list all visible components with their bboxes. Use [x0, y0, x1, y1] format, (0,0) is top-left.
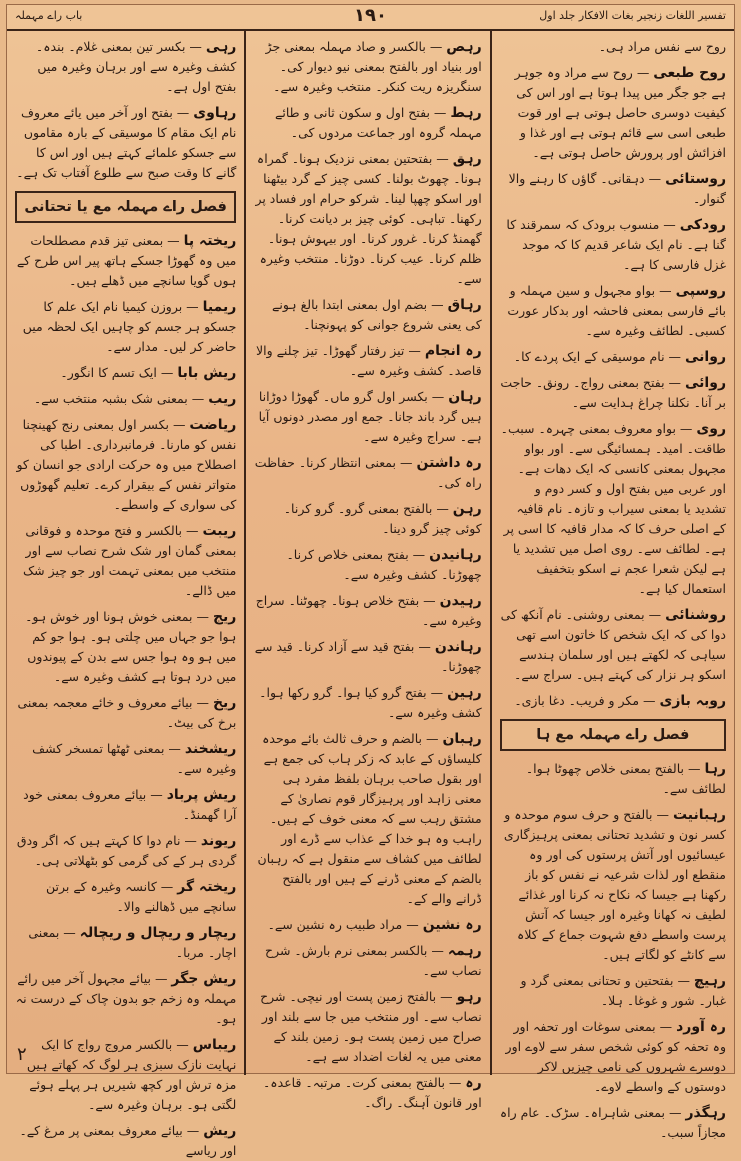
dictionary-entry: روبہ بازی — مکر و فریب۔ دغا بازی۔ — [514, 693, 726, 709]
entry-headword: رہاندن — [434, 639, 482, 655]
entry-headword: روح طبعی — [653, 65, 726, 81]
entry-definition: بالضم و حرف ثالث بائے موحدہ کلیساؤں کے عابد کہ زکر ہاب کی جمع ہے اور بقول صاحب برہان بلفظ مفرد ہی معنی زاہد اور پرہیزگار قوم نصاریٰ کے مشتق رہب سے کہ معنی خوف کے ہیں۔ راہب وہ ہو خدا کے عذاب سے ڈرے اور لطائف میں کشاف سے منقول ہے کہ رہبان بالضم کے معنی ڈرنے کے ہیں اور بالفتح ڈرانے والے کے۔ — [257, 731, 482, 906]
entry-definition: بیائے معروف و خائے معجمہ بمعنی برخ کی بیٹ۔ — [17, 695, 237, 730]
entry-headword: ریش بابا — [177, 365, 237, 381]
entry-definition: منسوب برودک کہ سمرقند کا گنا ہے۔ نام ایک شاعر قدیم کا کہ موجد غزل فارسی کا ہے۔ — [506, 217, 726, 272]
entry-definition: بالکسر مروج رواج کا ایک نہایت نازک سبزی ہر لوگ کہ کھاتے ہیں مزہ ترش اور کچھ شیریں ہر پہلے ہوئے لگتی ہو۔ برہان وغیرہ سے۔ — [26, 1037, 237, 1112]
dictionary-entry: ریب — بمعنی شک بشبہ منتخب سے۔ — [33, 391, 237, 407]
dictionary-entry: رہیچ — بفتحتین و تحتانی بمعنی گرد و غبار۔ شور و غوغا۔ ہلا۔ — [520, 973, 726, 1008]
entry-definition: بواو معروف بمعنی چہرہ۔ سبب۔ طاقت۔ امید۔ ہمسائیگی سے۔ اور بواو مجہول بمعنی کانسی کہ ایک دھات ہے۔ اور عربی میں بفتح اول و کسر دوم و تشدید یا بمعنی سیراب و تازہ۔ نام قافیہ کے اصلی حرف کا کہ مدار قافیہ کا اسی پر ہے۔ لطائف سے۔ روی اصل میں تشدید یا ہے لیکن شعرا عجم نے اسکو بتخفیف استعمال کیا ہے۔ — [500, 421, 726, 596]
entry-definition: بمعنی سوغات اور تحفہ اور وہ تحفہ کو کوئی شخص سفر سے لاوے اور دوسرے شہروں کی نامی چیزیں لاکر دوستوں کے واسطے لاوے۔ — [505, 1019, 726, 1094]
entry-definition: بکسر تین بمعنی غلام۔ بندہ۔ کشف وغیرہ سے اور برہان وغیرہ میں بفتح اول ہے۔ — [35, 39, 237, 94]
corner-mark: ۲ — [17, 1044, 27, 1065]
entry-definition: بفتح بمعنی خلاص کرنا۔ چھوڑنا۔ کشف وغیرہ سے۔ — [286, 547, 482, 582]
dictionary-entry: رہص — بالکسر و صاد مہملہ بمعنی جڑ اور بنیاد اور بالفتح بمعنی نیو دیوار کی۔ سنگریزہ ریت کنکر۔ منتخب وغیرہ سے۔ — [265, 39, 482, 94]
entry-definition: بفتح اور آخر میں یائے معروف نام ایک مقام کا موسیقی کے بارہ مقاموں سے جسکو علمائے کہتے ہیں اور اس کا گانے کا وقت صبح سے طلوع آفتاب تک ہے۔ — [16, 105, 237, 180]
dictionary-entry: روشنائی — بمعنی روشنی۔ نام آنکھ کی دوا کی کہ ایک شخص کا خاتون اسے تھی سیاہی کہ لکھتے ہیں اور سلمان ہندسے اسکو ہر نزار کی کہتے ہیں۔ سراج سے۔ — [500, 607, 726, 682]
entry-headword: رہگذر — [685, 1105, 726, 1121]
dictionary-entry: رہق — بفتحتین بمعنی نزدیک ہونا۔ گمراہ ہونا۔ چھوٹ بولنا۔ کسی چیز کے گرد بیٹھنا اور اسکو چھپا لینا۔ شرکو حرام اور فساد پر رکھنا۔ تباہی۔ کوئی چیز بر دیانت کرنا۔ گھمنڈ کرنا۔ غرور کرنا۔ اور بیہوش ہونا۔ ظلم کرنا۔ عیب کرنا۔ دوڑنا۔ منتخب وغیرہ سے۔ — [255, 151, 482, 286]
entry-definition: بالکسر و فتح موحدہ و فوقانی بمعنی گمان اور شک شرح نصاب سے اور منتخب میں بمعنی تہمت اور جو چیز شک میں ڈالے۔ — [22, 523, 237, 598]
entry-headword: رہط — [450, 105, 482, 121]
dictionary-entry: رہ — بالفتح بمعنی کرت۔ مرتبہ۔ قاعدہ۔ اور قانون آہنگ۔ راگ۔ — [262, 1075, 482, 1110]
entry-headword: ریختہ پا — [183, 233, 237, 249]
dictionary-entry: رہن — بالفتح بمعنی گرو۔ گرو کرنا۔ کوئی چیز گرو دینا۔ — [283, 501, 482, 536]
dictionary-entry: رہ داشتن — بمعنی انتظار کرنا۔ حفاظت راہ کی۔ — [254, 455, 482, 490]
entry-headword: ریخ — [212, 695, 237, 711]
entry-headword: رہیچ — [693, 973, 726, 989]
entry-definition: بمعنی انتظار کرنا۔ حفاظت راہ کی۔ — [254, 455, 482, 490]
dictionary-entry: رہاندن — بفتح قید سے آزاد کرنا۔ قید سے چھوڑنا۔ — [254, 639, 482, 674]
entry-definition: بالفتح بمعنی کرت۔ مرتبہ۔ قاعدہ۔ اور قانون آہنگ۔ راگ۔ — [262, 1075, 482, 1110]
entry-headword: ریبت — [202, 523, 237, 539]
dictionary-entry: رہین — بفتح گرو کیا ہوا۔ گرو رکھا ہوا۔ کشف وغیرہ سے۔ — [259, 685, 482, 720]
entry-headword: ریباس — [192, 1037, 237, 1053]
dictionary-entry: ریخ — بیائے معروف و خائے معجمہ بمعنی برخ کی بیٹ۔ — [17, 695, 237, 730]
dictionary-entry: ریش پرباد — بیائے معروف بمعنی خود آرا گھمنڈ۔ — [23, 787, 237, 822]
page-header — [7, 5, 734, 31]
dictionary-entry: ریش جگر — بیائے مجہول آخر میں رائے مہملہ وہ زخم جو بدون چاک کے درست نہ ہو۔ — [15, 971, 237, 1026]
dictionary-entry: رہانیدن — بفتح بمعنی خلاص کرنا۔ چھوڑنا۔ کشف وغیرہ سے۔ — [286, 547, 482, 582]
entry-headword: ریش جگر — [171, 971, 237, 987]
entry-definition: بفتح قید سے آزاد کرنا۔ قید سے چھوڑنا۔ — [254, 639, 482, 674]
dictionary-entry: رہا — بالفتح بمعنی خلاص چھوٹا ہوا۔ لطائف سے۔ — [525, 761, 726, 796]
entry-headword: رہیدن — [439, 593, 482, 609]
entry-definition: بمعنی ٹھٹھا تمسخر کشف وغیرہ سے۔ — [32, 741, 237, 776]
entry-definition: بالفتح بمعنی خلاص چھوٹا ہوا۔ لطائف سے۔ — [525, 761, 726, 796]
entry-definition: روح سے نفس مراد ہی۔ — [598, 39, 726, 54]
dictionary-entry: ریمیا — بروزن کیمیا نام ایک علم کا جسکو ہر جسم کو چاہیں ایک لحظہ میں حاضر کر لیں۔ مدار سے۔ — [22, 299, 237, 354]
entry-definition: بمعنی خوش ہونا اور خوش ہو۔ ہوا جو جہاں میں چلتی ہو۔ ہوا جو کم میں ہو وہ ہوا جس سے بدن کے پیوندوں میں درد ہوتا ہے کشف وغیرہ سے۔ — [25, 609, 237, 684]
entry-headword: رہ آورد — [676, 1019, 726, 1035]
entry-headword: روی — [696, 421, 726, 437]
section-heading: فصل راے مہملہ مع ہا — [500, 719, 726, 751]
entry-definition: کانسہ وغیرہ کے برتن سانچے میں ڈھالنے والا۔ — [45, 879, 237, 914]
entry-definition: بضم اول بمعنی ابتدا بالغ ہونے کی یعنی شروع جوانی کو پہونچنا۔ — [272, 297, 482, 332]
entry-headword: ریش — [203, 1123, 237, 1139]
dictionary-entry: ریاضت — بکسر اول بمعنی رنج کھینچنا نفس کو مارنا۔ فرمانبرداری۔ اطبا کی اصطلاح میں وہ حرکت ارادی جو انسان کو متواتر نفس کے بیقرار کرے۔ تعلیم گھوڑوں کی سواری کے واسطے۔ — [16, 417, 237, 512]
entry-headword: روائی — [685, 375, 726, 391]
dictionary-entry: روستائی — دہقانی۔ گاؤں کا رہنے والا گنوار۔ — [508, 171, 726, 206]
entry-definition: مراد طبیب رہ نشین سے۔ — [267, 917, 403, 932]
dictionary-entry: ریبت — بالکسر و فتح موحدہ و فوقانی بمعنی گمان اور شک شرح نصاب سے اور منتخب میں بمعنی تہمت اور جو چیز شک میں ڈالے۔ — [22, 523, 237, 598]
dictionary-page — [6, 4, 735, 1158]
entry-headword: رہاق — [447, 297, 482, 313]
dictionary-entry: روائی — بفتح بمعنی رواج۔ رونق۔ حاجت بر آنا۔ نکلنا چراغ ہدایت سے۔ — [500, 375, 726, 410]
entry-headword: رہق — [452, 151, 482, 167]
entry-definition: بفتح گرو کیا ہوا۔ گرو رکھا ہوا۔ کشف وغیرہ سے۔ — [259, 685, 482, 720]
entry-definition: بالفتح و حرف سوم موحدہ و کسر نون و تشدید تحتانی بمعنی پرہیزگاری عیسائیوں اور آتش پرستوں کی اور وہ منقطع اور لذات شرعیہ نے نفس کو باز رکھنا ہے جیسا کہ نکاح نہ کرنا اور غذائے لطیف نہ کھانا وغیرہ اور جیسا کہ آتش پرست واسطے دفع شہوت جماع کے کلاہ سے کانٹے کو لگاتے ہیں۔ — [503, 807, 726, 962]
entry-definition: ایک تسم کا انگور۔ — [60, 365, 157, 380]
dictionary-entry: ریختہ پا — بمعنی تیز قدم مصطلحات میں وہ گھوڑا جسکے ہاتھ پیر اس طرح کے ہوں گویا سانچے میں ڈھلے ہیں۔ — [16, 233, 237, 288]
dictionary-entry: رہان — بکسر اول گرو ماں۔ گھوڑا دوڑانا ہیں گرد باند جانا۔ جمع اور مصدر دونوں آیا ہے۔ سراج وغیرہ سے۔ — [258, 389, 482, 444]
column-right — [490, 31, 734, 1140]
dictionary-entry: رہاق — بضم اول بمعنی ابتدا بالغ ہونے کی یعنی شروع جوانی کو پہونچنا۔ — [272, 297, 482, 332]
entry-headword: رہانیدن — [429, 547, 482, 563]
dictionary-entry: ریج — بمعنی خوش ہونا اور خوش ہو۔ ہوا جو جہاں میں چلتی ہو۔ ہوا جو کم میں ہو وہ ہوا جس سے بدن کے پیوندوں میں درد ہوتا ہے کشف وغیرہ سے۔ — [25, 609, 237, 684]
dictionary-entry: ریوند — نام دوا کا کہتے ہیں کہ اگر ودق گردی ہر کے کی گرمی کو بٹھلاتی ہی۔ — [16, 833, 237, 868]
entry-definition: بالکسر بمعنی نرم بارش۔ شرح نصاب سے۔ — [265, 943, 482, 978]
dictionary-entry: ریش — بیائے معروف بمعنی پر مرغ کے۔ اور ریاسے — [19, 1123, 237, 1158]
entry-definition: بالفتح زمین پست اور نیچی۔ شرح نصاب سے۔ اور منتخب میں جا سے بلند اور صراح میں زمین پست ہو۔ زمین بلند کے معنی میں یہ لغات اضداد سے ہے۔ — [260, 989, 482, 1064]
entry-headword: رہبان — [442, 731, 482, 747]
entry-headword: روشنائی — [665, 607, 726, 623]
entry-headword: رہا — [704, 761, 726, 777]
dictionary-entry — [500, 37, 726, 57]
section-header-label: باب راے مہملہ — [15, 9, 83, 22]
entry-definition: بمعنی اچار۔ مربا۔ — [28, 925, 237, 960]
dictionary-entry: روسپی — بواو مجہول و سین مہملہ و بائے فارسی بمعنی فاحشہ اور بدکار عورت کسبی۔ لطائف وغیرہ سے۔ — [507, 283, 726, 338]
dictionary-entry: رہ نشین — مراد طبیب رہ نشین سے۔ — [267, 917, 482, 933]
entry-headword: ریوند — [200, 833, 237, 849]
entry-headword: روسپی — [675, 283, 726, 299]
entry-headword: رہی — [205, 39, 237, 55]
page-number: ١٩٠ — [354, 5, 387, 26]
entry-headword: رہمہ — [447, 943, 482, 959]
entry-definition: بمعنی شاہراہ۔ سڑک۔ عام راہ مجازاً سبب۔ — [499, 1105, 726, 1140]
dictionary-entry: ریختہ گر — کانسہ وغیرہ کے برتن سانچے میں ڈھالنے والا۔ — [45, 879, 237, 914]
dictionary-entry: رہبان — بالضم و حرف ثالث بائے موحدہ کلیساؤں کے عابد کہ زکر ہاب کی جمع ہے اور بقول صاحب برہان بلفظ مفرد ہی معنی زاہد اور پرہیزگار قوم نصاریٰ کے مشتق رہب سے کہ معنی خوف کے ہیں۔ راہب وہ ہو خدا کے عذاب سے ڈرے اور لطائف میں کشاف سے منقول ہے کہ رہبان بالضم کے معنی ڈرنے کے ہیں اور بالفتح ڈرانے والے کے۔ — [257, 731, 482, 906]
entry-definition: بیائے معروف بمعنی خود آرا گھمنڈ۔ — [23, 787, 237, 822]
entry-definition: بمعنی تیز قدم مصطلحات میں وہ گھوڑا جسکے ہاتھ پیر اس طرح کے ہوں گویا سانچے میں ڈھلے ہیں۔ — [16, 233, 237, 288]
entry-headword: ریچار و ریچال و ریچالہ — [79, 925, 237, 941]
entry-definition: بفتح اول و سکون ثانی و طائے مہملہ گروہ اور جماعت مردوں کی۔ — [275, 105, 482, 140]
text-columns — [7, 31, 734, 1158]
entry-headword: ریشخند — [184, 741, 237, 757]
entry-definition: دہقانی۔ گاؤں کا رہنے والا گنوار۔ — [508, 171, 726, 206]
entry-headword: رہین — [447, 685, 482, 701]
dictionary-entry: رہو — بالفتح زمین پست اور نیچی۔ شرح نصاب سے۔ اور منتخب میں جا سے بلند اور صراح میں زمین پست ہو۔ زمین بلند کے معنی میں یہ لغات اضداد سے ہے۔ — [260, 989, 482, 1064]
entry-headword: ریمیا — [202, 299, 237, 315]
dictionary-entry: رہ آورد — بمعنی سوغات اور تحفہ اور وہ تحفہ کو کوئی شخص سفر سے لاوے اور دوسرے شہروں کی نامی چیزیں لاکر دوستوں کے واسطے لاوے۔ — [505, 1019, 726, 1094]
entry-headword: رہص — [446, 39, 482, 55]
entry-definition: روح سے مراد وہ جوہر ہے جو جگر میں پیدا ہوتا ہے اور اس کی کیفیت دوسری حاصل ہوتی ہے اور قوت طبعی اسی سے قائم ہوتی ہے اور غذا و افزائش اور پرورش حاصل ہوتی ہے۔ — [514, 65, 726, 160]
entry-headword: رہان — [448, 389, 482, 405]
entry-definition: بروزن کیمیا نام ایک علم کا جسکو ہر جسم کو چاہیں ایک لحظہ میں حاضر کر لیں۔ مدار سے۔ — [22, 299, 237, 354]
entry-headword: ریج — [212, 609, 237, 625]
entry-headword: روبہ بازی — [659, 693, 726, 709]
column-left — [7, 31, 244, 1158]
entry-definition: نام موسیقی کے ایک پردے کا۔ — [513, 349, 665, 364]
dictionary-entry: روح طبعی — روح سے مراد وہ جوہر ہے جو جگر میں پیدا ہوتا ہے اور اس کی کیفیت دوسری حاصل ہوتی ہے اور قوت طبعی اسی سے قائم ہوتی ہے اور غذا و افزائش اور پرورش حاصل ہوتی ہے۔ — [514, 65, 726, 160]
book-title: تفسیر اللغات زنجیر بغات الافکار جلد اول — [539, 9, 726, 22]
entry-definition: بکسر اول بمعنی رنج کھینچنا نفس کو مارنا۔ فرمانبرداری۔ اطبا کی اصطلاح میں وہ حرکت ارادی جو انسان کو متواتر نفس کے بیقرار کرے۔ تعلیم گھوڑوں کی سواری کے واسطے۔ — [16, 417, 237, 512]
section-heading: فصل راے مہملہ مع یا تحتانی — [15, 191, 236, 223]
entry-headword: رہ نشین — [422, 917, 482, 933]
entry-definition: بفتحتین بمعنی نزدیک ہونا۔ گمراہ ہونا۔ چھوٹ بولنا۔ کسی چیز کے گرد بیٹھنا اور اسکو چھپا لینا۔ شرکو حرام اور فساد پر رکھنا۔ تباہی۔ کوئی چیز بر دیانت کرنا۔ گھمنڈ کرنا۔ غرور کرنا۔ اور بیہوش ہونا۔ ظلم کرنا۔ عیب کرنا۔ دوڑنا۔ منتخب وغیرہ سے۔ — [255, 151, 482, 286]
entry-headword: رہ انجام — [424, 343, 482, 359]
entry-headword: رہن — [452, 501, 482, 517]
entry-headword: روستائی — [665, 171, 726, 187]
entry-definition: مکر و فریب۔ دغا بازی۔ — [514, 693, 640, 708]
entry-definition: بکسر اول گرو ماں۔ گھوڑا دوڑانا ہیں گرد باند جانا۔ جمع اور مصدر دونوں آیا ہے۔ سراج وغیرہ سے۔ — [258, 389, 482, 444]
dictionary-entry: رودکی — منسوب برودک کہ سمرقند کا گنا ہے۔ نام ایک شاعر قدیم کا کہ موجد غزل فارسی کا ہے۔ — [506, 217, 726, 272]
entry-headword: رہ — [465, 1075, 482, 1091]
dictionary-entry: ریچار و ریچال و ریچالہ — بمعنی اچار۔ مربا۔ — [28, 925, 237, 960]
dictionary-entry: رہ انجام — تیز رفتار گھوڑا۔ تیز چلنے والا قاصد۔ کشف وغیرہ سے۔ — [256, 343, 482, 378]
entry-definition: بفتحتین و تحتانی بمعنی گرد و غبار۔ شور و غوغا۔ ہلا۔ — [520, 973, 726, 1008]
entry-headword: رہو — [456, 989, 482, 1005]
entry-definition: بمعنی روشنی۔ نام آنکھ کی دوا کی کہ ایک شخص کا خاتون اسے تھی سیاہی کہ لکھتے ہیں اور سلمان ہندسے اسکو ہر نزار کی کہتے ہیں۔ سراج سے۔ — [500, 607, 726, 682]
dictionary-entry: رہبانیت — بالفتح و حرف سوم موحدہ و کسر نون و تشدید تحتانی بمعنی پرہیزگاری عیسائیوں اور آتش پرستوں کی اور وہ منقطع اور لذات شرعیہ نے نفس کو باز رکھنا ہے جیسا کہ نکاح نہ کرنا اور غذائے لطیف نہ کھانا وغیرہ اور جیسا کہ آتش پرست واسطے دفع شہوت جماع کے کلاہ سے کانٹے کو لگاتے ہیں۔ — [503, 807, 726, 962]
entry-definition: تیز رفتار گھوڑا۔ تیز چلنے والا قاصد۔ کشف وغیرہ سے۔ — [256, 343, 482, 378]
entry-definition: بفتح خلاص ہونا۔ چھوٹنا۔ سراج وغیرہ سے۔ — [255, 593, 482, 628]
entry-definition: بمعنی شک بشبہ منتخب سے۔ — [33, 391, 188, 406]
entry-headword: ریش پرباد — [166, 787, 237, 803]
entry-definition: بواو مجہول و سین مہملہ و بائے فارسی بمعنی فاحشہ اور بدکار عورت کسبی۔ لطائف وغیرہ سے۔ — [507, 283, 726, 338]
column-middle — [244, 31, 489, 1110]
entry-headword: روانی — [685, 349, 726, 365]
dictionary-entry: رہط — بفتح اول و سکون ثانی و طائے مہملہ گروہ اور جماعت مردوں کی۔ — [275, 105, 482, 140]
entry-headword: رہاوی — [193, 105, 237, 121]
entry-definition: بیائے مجہول آخر میں رائے مہملہ وہ زخم جو بدون چاک کے درست نہ ہو۔ — [15, 971, 237, 1026]
dictionary-entry: رہیدن — بفتح خلاص ہونا۔ چھوٹنا۔ سراج وغیرہ سے۔ — [255, 593, 482, 628]
entry-definition: بفتح بمعنی رواج۔ رونق۔ حاجت بر آنا۔ نکلنا چراغ ہدایت سے۔ — [500, 375, 726, 410]
dictionary-entry: رہگذر — بمعنی شاہراہ۔ سڑک۔ عام راہ مجازاً سبب۔ — [499, 1105, 726, 1140]
dictionary-entry: رہاوی — بفتح اور آخر میں یائے معروف نام ایک مقام کا موسیقی کے بارہ مقاموں سے جسکو علمائے کہتے ہیں اور اس کا گانے کا وقت صبح سے طلوع آفتاب تک ہے۔ — [16, 105, 237, 180]
dictionary-entry: ریش بابا — ایک تسم کا انگور۔ — [60, 365, 237, 381]
dictionary-entry: رہی — بکسر تین بمعنی غلام۔ بندہ۔ کشف وغیرہ سے اور برہان وغیرہ میں بفتح اول ہے۔ — [35, 39, 237, 94]
entry-headword: رودکی — [679, 217, 726, 233]
dictionary-entry: روانی — نام موسیقی کے ایک پردے کا۔ — [513, 349, 726, 365]
entry-definition: نام دوا کا کہتے ہیں کہ اگر ودق گردی ہر کے کی گرمی کو بٹھلاتی ہی۔ — [16, 833, 237, 868]
dictionary-entry: رہمہ — بالکسر بمعنی نرم بارش۔ شرح نصاب سے۔ — [265, 943, 482, 978]
dictionary-entry: ریباس — بالکسر مروج رواج کا ایک نہایت نازک سبزی ہر لوگ کہ کھاتے ہیں مزہ ترش اور کچھ شیریں ہر پہلے ہوئے لگتی ہو۔ برہان وغیرہ سے۔ — [26, 1037, 237, 1112]
entry-definition: بالکسر و صاد مہملہ بمعنی جڑ اور بنیاد اور بالفتح بمعنی نیو دیوار کی۔ سنگریزہ ریت کنکر۔ منتخب وغیرہ سے۔ — [265, 39, 482, 94]
entry-headword: ریب — [208, 391, 237, 407]
entry-headword: رہبانیت — [672, 807, 726, 823]
entry-definition: بیائے معروف بمعنی پر مرغ کے۔ اور ریاسے — [19, 1123, 237, 1158]
entry-headword: ریاضت — [189, 417, 237, 433]
entry-headword: رہ داشتن — [416, 455, 482, 471]
entry-headword: ریختہ گر — [177, 879, 237, 895]
entry-definition: بالفتح بمعنی گرو۔ گرو کرنا۔ کوئی چیز گرو دینا۔ — [283, 501, 482, 536]
dictionary-entry: ریشخند — بمعنی ٹھٹھا تمسخر کشف وغیرہ سے۔ — [32, 741, 237, 776]
dictionary-entry: روی — بواو معروف بمعنی چہرہ۔ سبب۔ طاقت۔ امید۔ ہمسائیگی سے۔ اور بواو مجہول بمعنی کانسی کہ ایک دھات ہے۔ اور عربی میں بفتح اول و کسر دوم و تشدید یا بمعنی سیراب و تازہ۔ نام قافیہ کے اصلی حرف کا کہ مدار قافیہ کا اسی پر ہے۔ لطائف سے۔ روی اصل میں تشدید یا ہے لیکن شعرا عجم نے اسکو بتخفیف استعمال کیا ہے۔ — [500, 421, 726, 596]
